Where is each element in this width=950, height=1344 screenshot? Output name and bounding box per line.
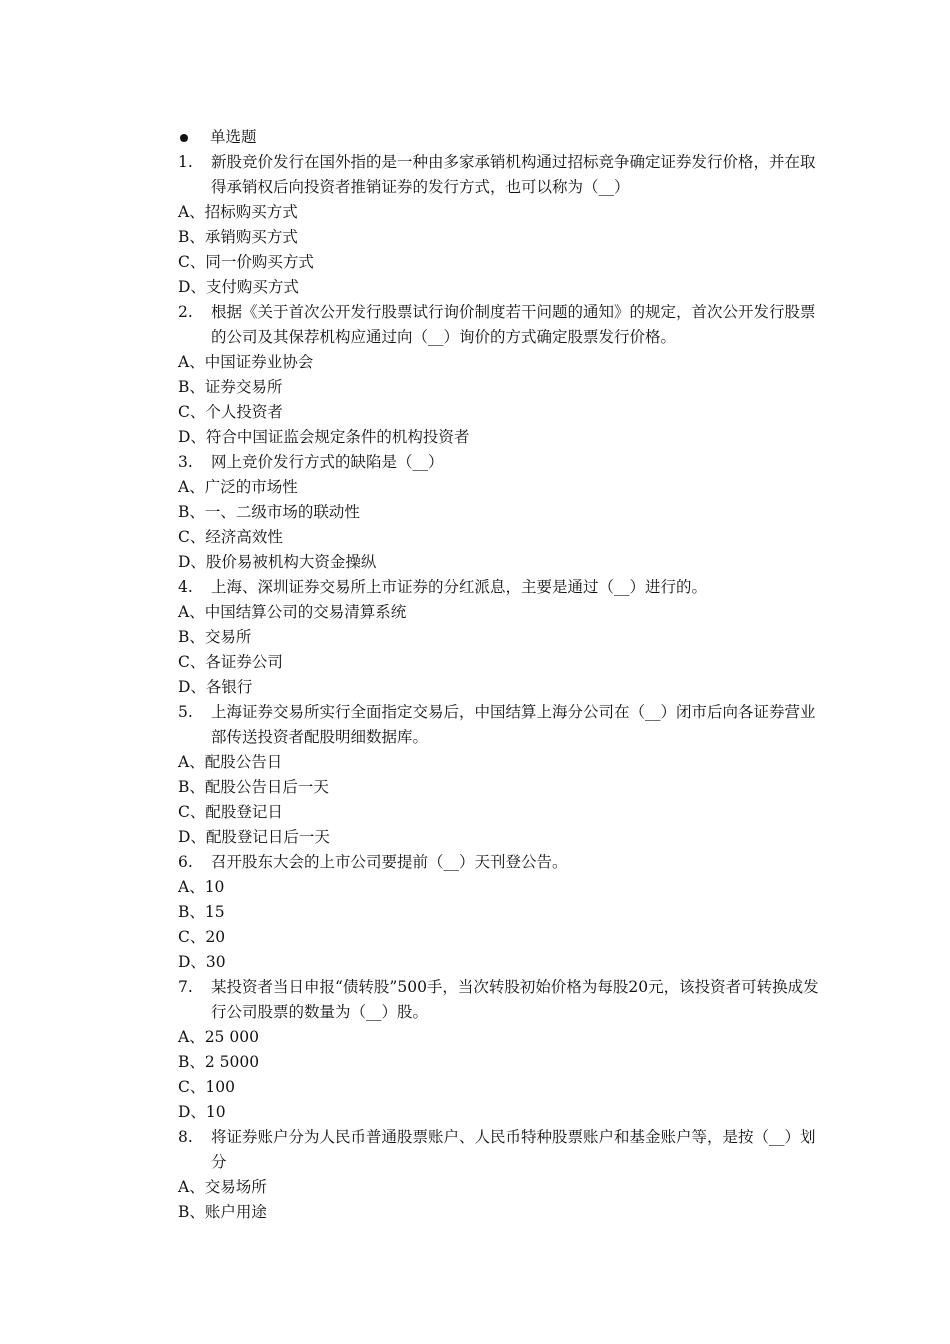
answer-option: D、10 [178, 1103, 226, 1121]
answer-option: C、100 [178, 1078, 235, 1096]
answer-option: D、配股登记日后一天 [178, 828, 330, 846]
answer-option: B、2 5000 [178, 1053, 260, 1071]
answer-option: D、各银行 [178, 678, 253, 696]
question-list [178, 150, 828, 1225]
answer-option: B、证券交易所 [178, 378, 283, 396]
answer-option: A、10 [178, 878, 225, 896]
question-text: 上海证券交易所实行全面指定交易后，中国结算上海分公司在（__）闭市后向各证券营业部传送投资者配股明细数据库。 [211, 703, 816, 746]
document-body [178, 125, 828, 1225]
answer-option: D、支付购买方式 [178, 278, 299, 296]
question-stem [178, 300, 828, 350]
question-text: 召开股东大会的上市公司要提前（__）天刊登公告。 [211, 853, 568, 871]
question-number: 7. [178, 978, 193, 996]
question-number: 4. [178, 578, 193, 596]
answer-option: A、25 000 [178, 1028, 259, 1046]
answer-option: B、一、二级市场的联动性 [178, 503, 360, 521]
question-stem [178, 975, 828, 1025]
answer-option: D、符合中国证监会规定条件的机构投资者 [178, 428, 470, 446]
answer-option: C、经济高效性 [178, 528, 283, 546]
answer-option: C、各证券公司 [178, 653, 283, 671]
answer-option: A、中国证券业协会 [178, 353, 314, 371]
answer-option: B、15 [178, 903, 225, 921]
answer-option: B、承销购买方式 [178, 228, 298, 246]
answer-option: C、配股登记日 [178, 803, 283, 821]
question-stem [178, 850, 828, 875]
answer-option: B、配股公告日后一天 [178, 778, 329, 796]
question-stem [178, 1125, 828, 1175]
answer-option: A、招标购买方式 [178, 203, 298, 221]
answer-option: D、30 [178, 953, 226, 971]
question-number: 3. [178, 453, 193, 471]
answer-option: C、同一价购买方式 [178, 253, 314, 271]
bullet-icon [180, 134, 188, 142]
question-text: 上海、深圳证券交易所上市证券的分红派息，主要是通过（__）进行的。 [211, 578, 708, 596]
question-stem [178, 700, 828, 750]
answer-option: A、交易场所 [178, 1178, 267, 1196]
question-stem [178, 575, 828, 600]
question-number: 5. [178, 703, 193, 721]
section-title: 单选题 [210, 128, 257, 146]
question-text: 网上竞价发行方式的缺陷是（__） [211, 453, 444, 471]
answer-option: A、广泛的市场性 [178, 478, 298, 496]
answer-option: C、20 [178, 928, 226, 946]
answer-option: A、中国结算公司的交易清算系统 [178, 603, 407, 621]
answer-option: D、股价易被机构大资金操纵 [178, 553, 377, 571]
question-text: 将证券账户分为人民币普通股票账户、人民币特种股票账户和基金账户等，是按（__）划分 [211, 1128, 816, 1171]
question-text: 新股竞价发行在国外指的是一种由多家承销机构通过招标竞争确定证券发行价格，并在取得承销权后向投资者推销证券的发行方式，也可以称为（__） [211, 153, 816, 196]
answer-option: B、交易所 [178, 628, 252, 646]
question-text: 某投资者当日申报“债转股”500手，当次转股初始价格为每股20元，该投资者可转换成发行公司股票的数量为（__）股。 [211, 978, 819, 1021]
section-header [178, 125, 828, 150]
question-number: 6. [178, 853, 193, 871]
question-text: 根据《关于首次公开发行股票试行询价制度若干问题的通知》的规定，首次公开发行股票的公司及其保荐机构应通过向（__）询价的方式确定股票发行价格。 [211, 303, 816, 346]
answer-option: C、个人投资者 [178, 403, 283, 421]
answer-option: B、账户用途 [178, 1203, 267, 1221]
question-number: 2. [178, 303, 193, 321]
question-number: 1. [178, 153, 193, 171]
question-stem [178, 450, 828, 475]
answer-option: A、配股公告日 [178, 753, 283, 771]
question-stem [178, 150, 828, 200]
question-number: 8. [178, 1128, 193, 1146]
